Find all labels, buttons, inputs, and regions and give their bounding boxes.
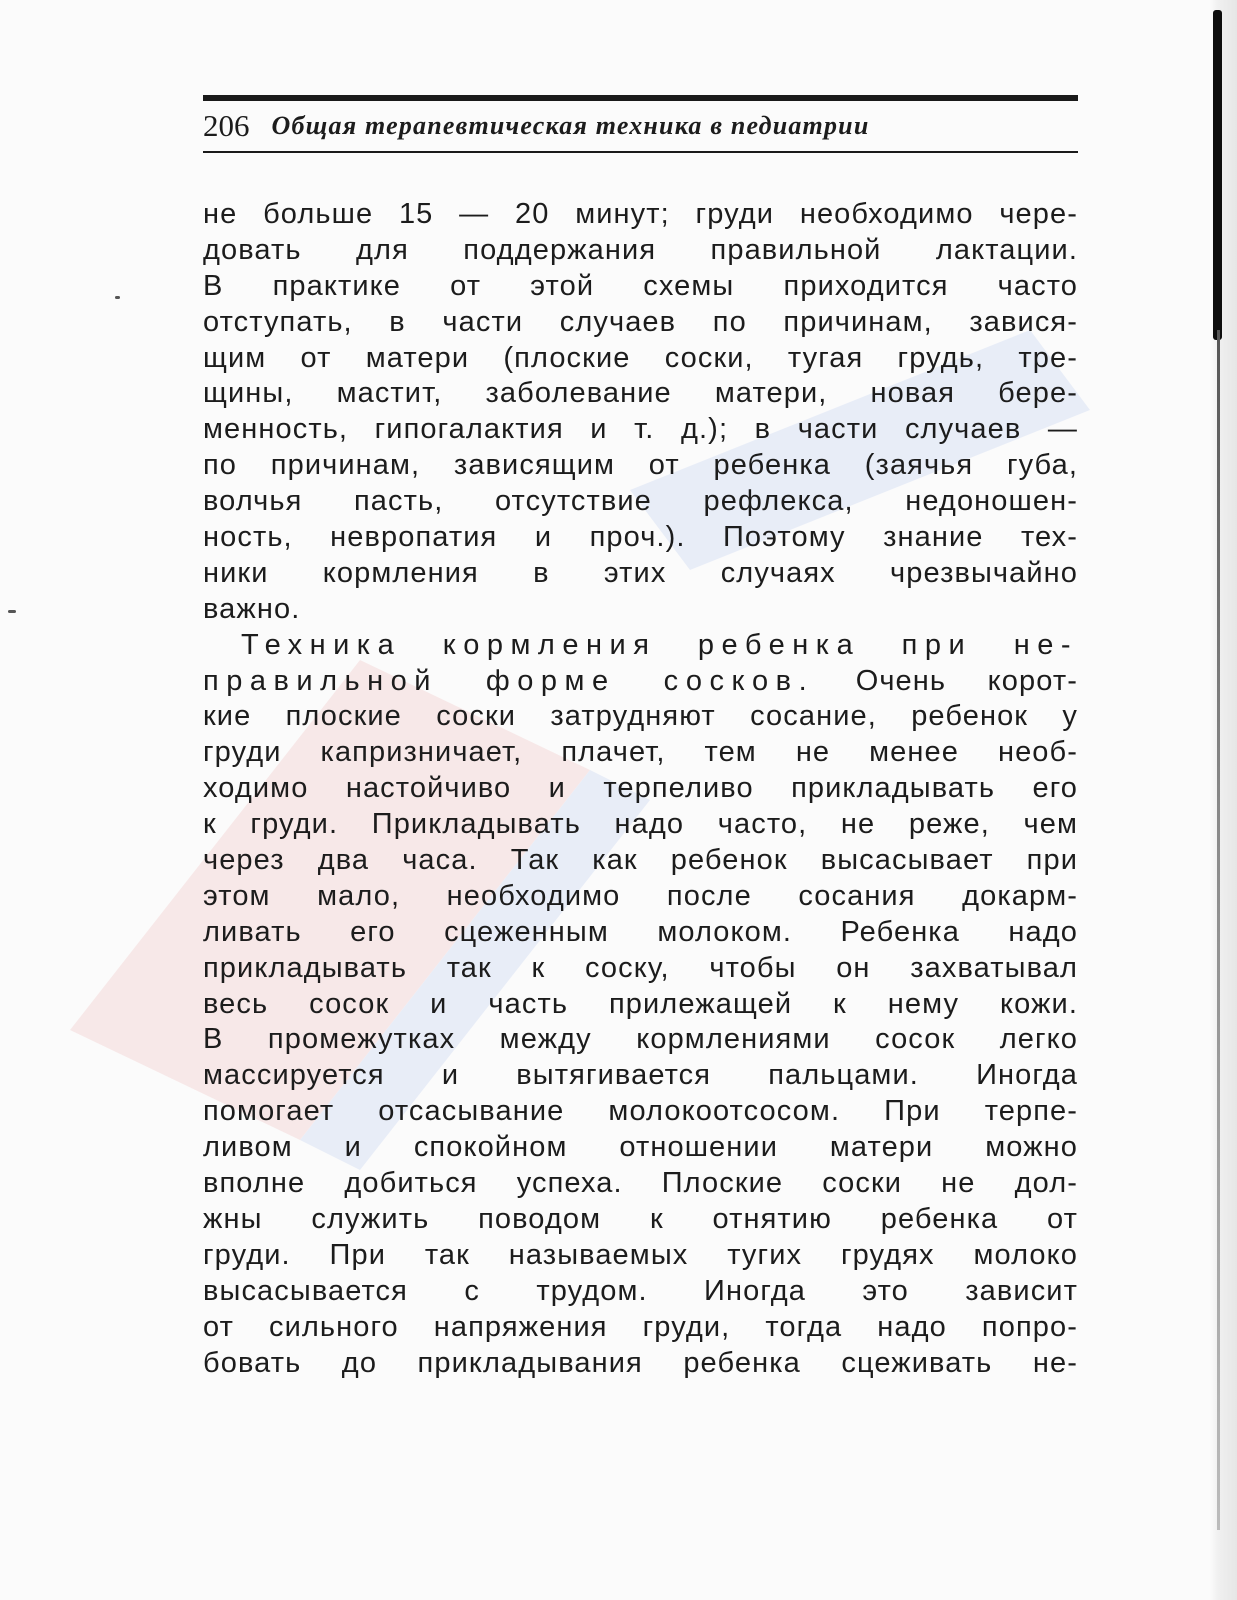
text-line: довать для поддержания правильной лактации. — [203, 233, 1078, 266]
text-line: важно. — [203, 592, 301, 625]
text-line-with-heading — [203, 664, 1078, 700]
binding-shadow — [1213, 10, 1222, 340]
text-line: ность, невропатия и проч.). Поэтому знание тех- — [203, 521, 1078, 554]
text-line: жны служить поводом к отнятию ребенка от — [203, 1202, 1078, 1235]
section-heading-line: Техника кормления ребенка при не- — [241, 628, 1078, 661]
text-line: В промежутках между кормлениями сосок легко — [203, 1023, 1078, 1056]
text-line: к груди. Прикладывать надо часто, не реже, чем — [203, 808, 1078, 841]
text-line: не больше 15 — 20 минут; груди необходимо чере- — [203, 198, 1078, 230]
book-page — [203, 95, 1078, 1379]
scan-speck — [115, 296, 120, 299]
text-line: помогает отсасывание молокоотсосом. При терпе- — [203, 1095, 1078, 1128]
text-line: по причинам, зависящим от ребенка (заячья губа, — [203, 449, 1078, 482]
text-line: весь сосок и часть прилежащей к нему кожи. — [203, 987, 1078, 1020]
text-line: ники кормления в этих случаях чрезвычайно — [203, 556, 1078, 589]
header-bottom-rule — [203, 151, 1078, 153]
text-line: щины, мастит, заболевание матери, новая бере- — [203, 377, 1078, 410]
paragraph-1 — [203, 197, 1078, 628]
text-line: этом мало, необходимо после сосания докарм- — [203, 879, 1078, 912]
paragraph-2 — [203, 628, 1078, 1382]
text-line: волчья пасть, отсутствие рефлекса, недоношен- — [203, 485, 1078, 518]
text-line: ливом и спокойном отношении матери можно — [203, 1131, 1078, 1164]
binding-shadow-lower — [1217, 330, 1220, 1530]
running-title: Общая терапевтическая техника в педиатрии — [271, 111, 870, 140]
text-line: от сильного напряжения груди, тогда надо попро- — [203, 1310, 1078, 1343]
text-line: ливать его сцеженным молоком. Ребенка надо — [203, 915, 1078, 948]
running-header — [203, 101, 1078, 151]
body-text — [203, 197, 1078, 1381]
text-line: отступать, в части случаев по причинам, завися- — [203, 305, 1078, 338]
text-line: менность, гипогалактия и т. д.); в части случаев — — [203, 413, 1078, 446]
text-line: В практике от этой схемы приходится часто — [203, 269, 1078, 302]
text-line: ходимо настойчиво и терпеливо прикладывать его — [203, 772, 1078, 805]
text-line: прикладывать так к соску, чтобы он захватывал — [203, 951, 1078, 984]
text-line: бовать до прикладывания ребенка сцеживать не- — [203, 1346, 1078, 1379]
text-line: груди капризничает, плачет, тем не менее необ- — [203, 736, 1078, 769]
text-line: вполне добиться успеха. Плоские соски не дол- — [203, 1167, 1078, 1200]
text-line: груди. При так называемых тугих грудях молоко — [203, 1238, 1078, 1271]
text-line: массируется и вытягивается пальцами. Иногда — [203, 1059, 1078, 1092]
text-line: высасывается с трудом. Иногда это зависит — [203, 1274, 1078, 1307]
page-number: 206 — [203, 108, 250, 143]
scan-speck — [8, 610, 16, 613]
section-heading-continued: правильной форме сосков. — [203, 664, 815, 697]
text-line: щим от матери (плоские соски, тугая грудь, тре- — [203, 341, 1078, 374]
text-line: через два часа. Так как ребенок высасывает при — [203, 844, 1078, 877]
text-line: кие плоские соски затрудняют сосание, ребенок у — [203, 700, 1078, 733]
text-fragment: Очень корот- — [814, 664, 1078, 697]
